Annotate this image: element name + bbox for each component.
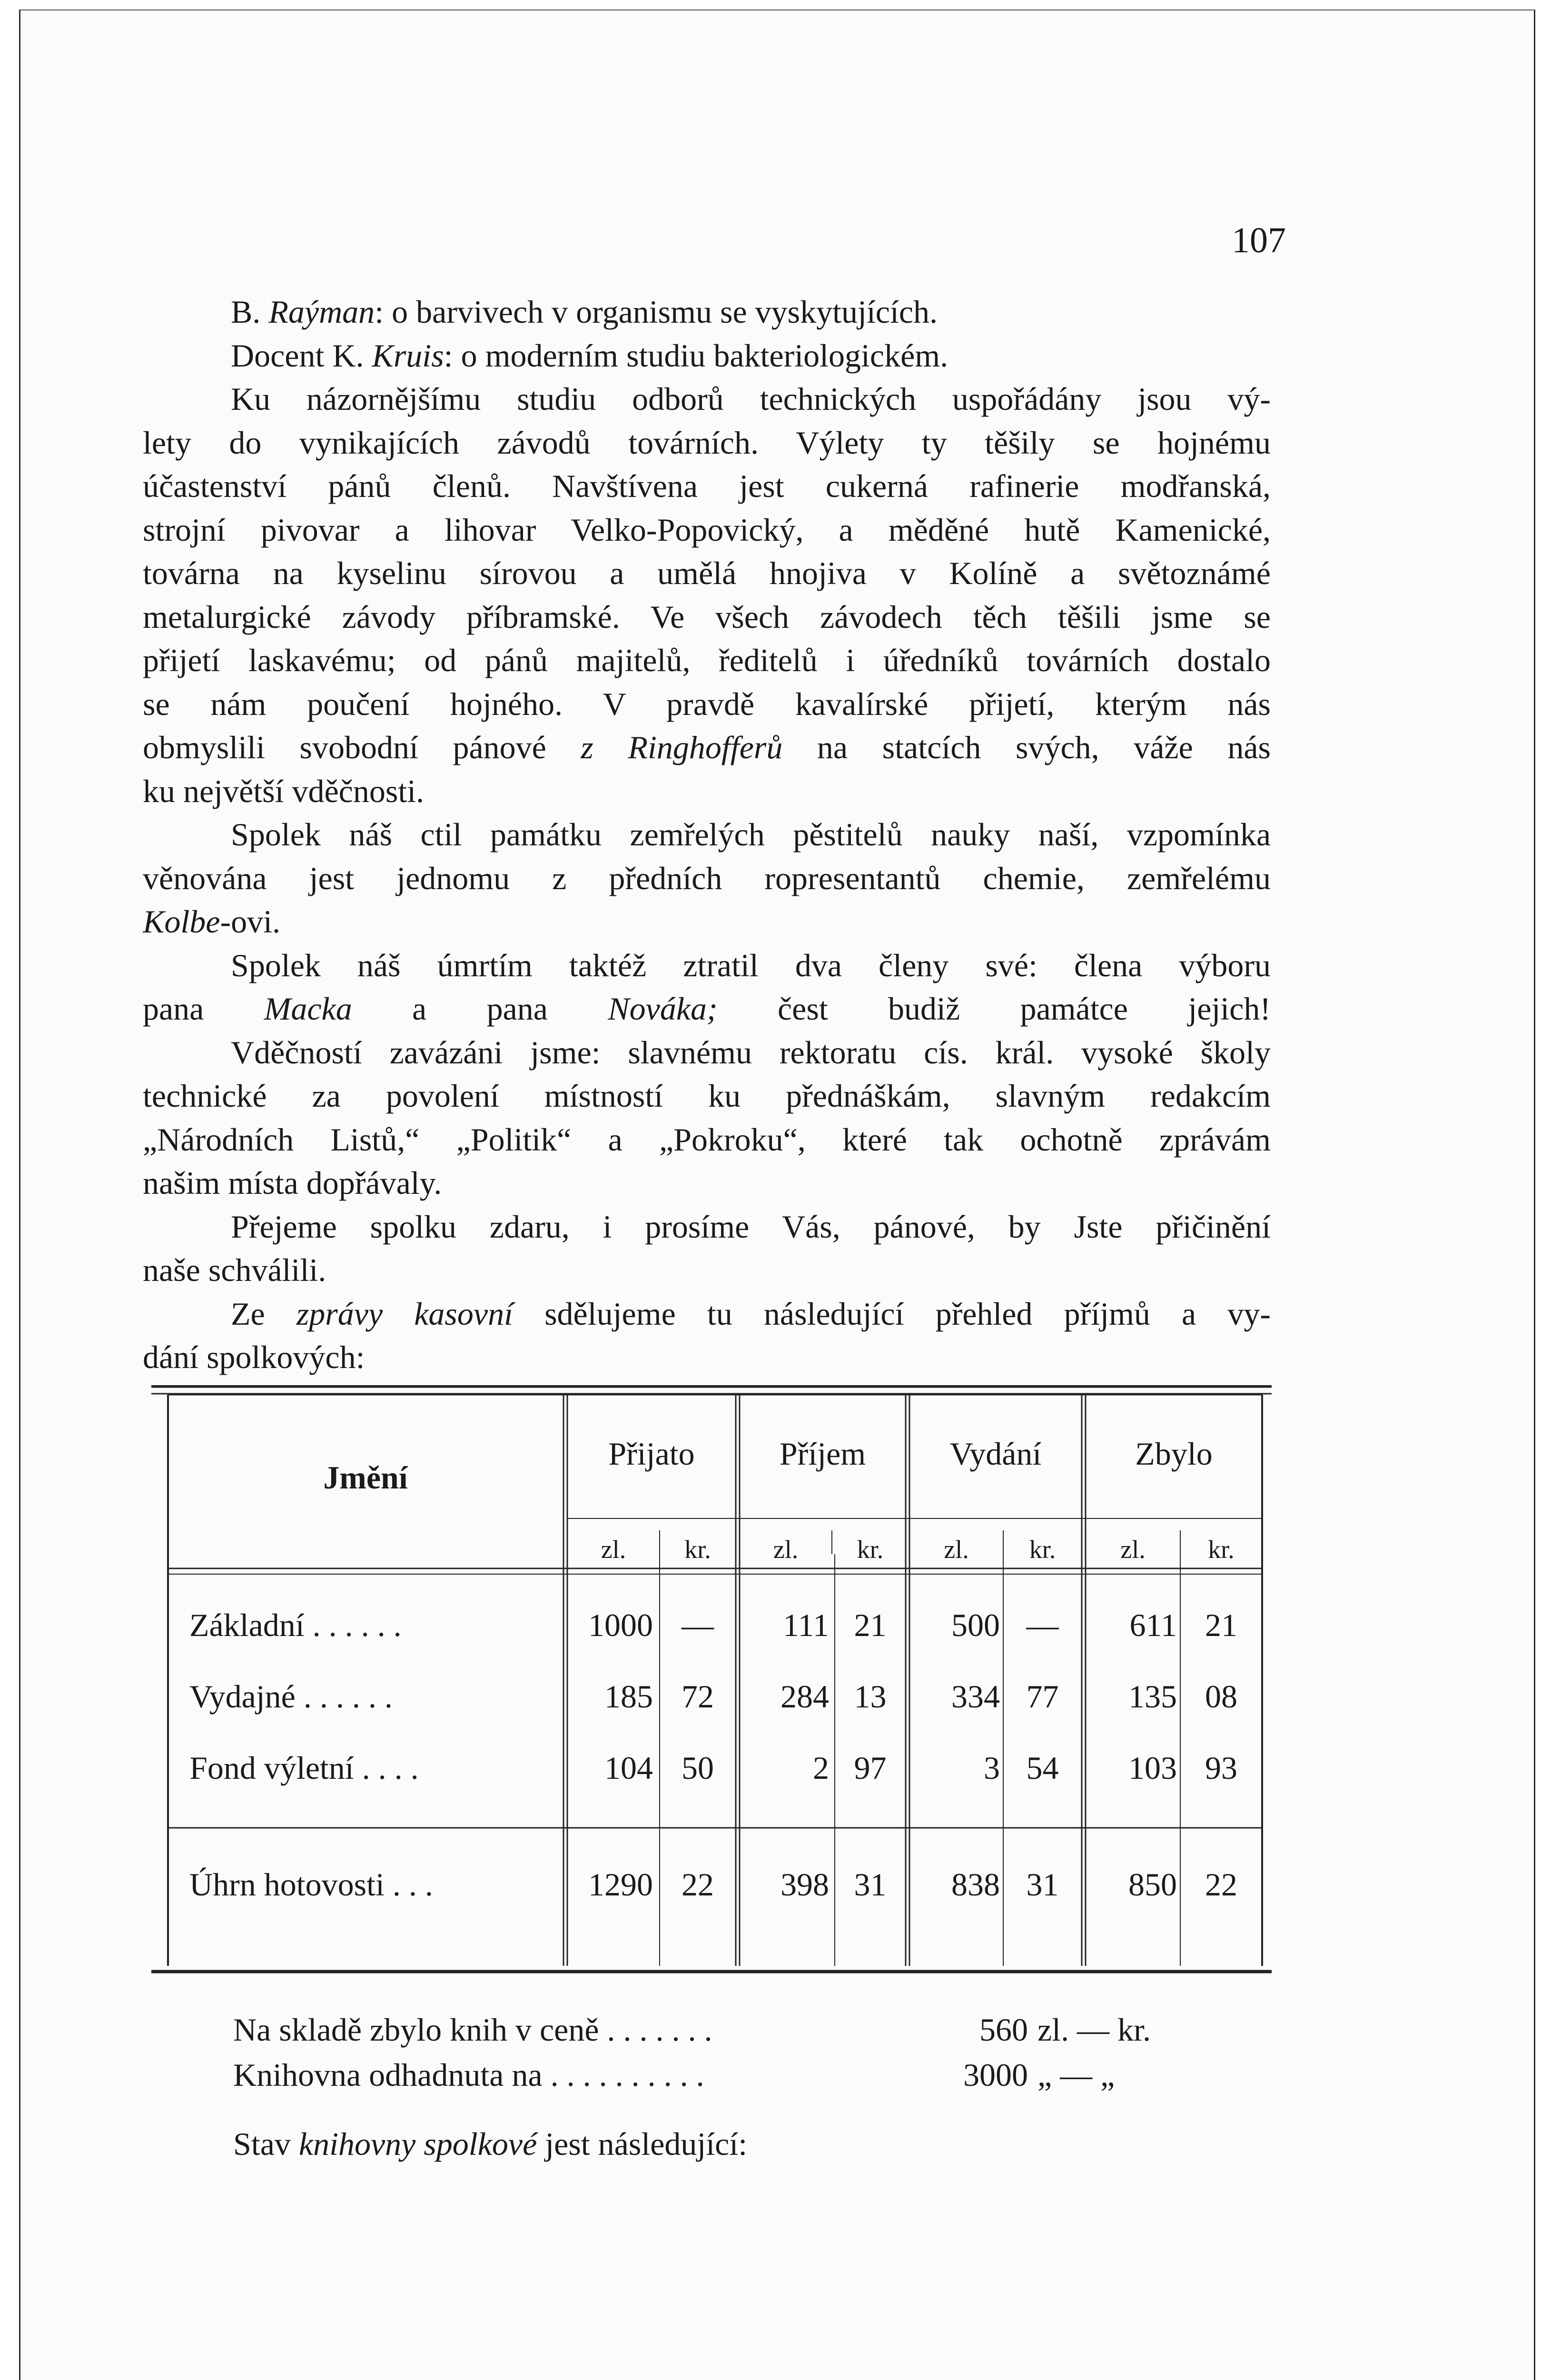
text-line: „Národních Listů,“ „Politik“ a „Pokroku“, které tak ochotně zprávám xyxy=(143,1121,1271,1158)
library-unit: „ — „ xyxy=(1037,2057,1115,2093)
subheader: kr. xyxy=(1029,1535,1056,1564)
table-cell: 500 xyxy=(951,1607,1000,1643)
stock-label: Na skladě zbylo knih v ceně . . . . . . . xyxy=(233,2012,712,2048)
subheader: zl. xyxy=(944,1535,969,1564)
subheader: zl. xyxy=(1120,1535,1146,1564)
table-cell: 50 xyxy=(682,1750,714,1786)
column-header: Vydání xyxy=(949,1436,1042,1472)
text-line: obmyslili svobodní pánové z Ringhofferů na statcích svých, váže nás xyxy=(143,729,1271,765)
row-label: Vydajné . . . . . . xyxy=(189,1678,393,1715)
table-cell: 611 xyxy=(1129,1607,1177,1643)
table-cell: 334 xyxy=(951,1678,1000,1715)
total-cell: 22 xyxy=(682,1866,714,1903)
text-line: Kolbe-ovi. xyxy=(143,903,280,940)
body-text xyxy=(143,290,1271,1379)
stock-line xyxy=(233,2013,712,2046)
text-line: věnována jest jednomu z předních ropresentantů chemie, zemřelému xyxy=(143,860,1271,896)
total-cell: 1290 xyxy=(588,1866,653,1903)
subheader: zl. xyxy=(601,1535,626,1564)
text-line: lety do vynikajících závodů továrních. Výlety ty těšily se hojnému xyxy=(143,424,1271,461)
text-line: dání spolkových: xyxy=(143,1339,365,1375)
table-cell: 1000 xyxy=(588,1607,653,1643)
row-label: Fond výletní . . . . xyxy=(189,1750,419,1786)
page-number: 107 xyxy=(1232,220,1286,260)
subheader: kr. xyxy=(1208,1535,1235,1564)
table-cell: 93 xyxy=(1205,1750,1237,1786)
table-cell: 3 xyxy=(984,1750,1000,1786)
text-line: technické za povolení místností ku přednáškám, slavným redakcím xyxy=(143,1078,1271,1114)
text-line: pana Macka a pana Nováka; čest budiž památce jejich! xyxy=(143,991,1271,1027)
text-line: Spolek náš úmrtím taktéž ztratil dva členy své: člena výboru xyxy=(231,947,1271,983)
text-line: Docent K. Kruis: o moderním studiu bakteriologickém. xyxy=(231,337,948,374)
library-line xyxy=(233,2059,704,2091)
library-label: Knihovna odhadnuta na . . . . . . . . . . xyxy=(233,2057,704,2093)
table-cell: 97 xyxy=(854,1750,887,1786)
total-cell: 31 xyxy=(1026,1866,1059,1903)
library-state-line: Stav knihovny spolkové jest následující: xyxy=(233,2126,748,2162)
text-line: se nám poučení hojného. V pravdě kavalírské přijetí, kterým nás xyxy=(143,685,1271,722)
table-cell: — xyxy=(682,1607,714,1643)
table-cell: 54 xyxy=(1026,1750,1059,1786)
text-line: našim místa dopřávaly. xyxy=(143,1165,442,1201)
total-cell: 22 xyxy=(1205,1866,1237,1903)
total-cell: 398 xyxy=(780,1866,829,1903)
column-header: Příjem xyxy=(779,1436,866,1472)
total-cell: 31 xyxy=(854,1866,887,1903)
table-cell: 21 xyxy=(1205,1607,1237,1643)
table-cell: 72 xyxy=(682,1678,714,1715)
table-cell: 77 xyxy=(1026,1678,1059,1715)
subheader: zl. xyxy=(773,1535,799,1564)
text-line: Ku názornějšímu studiu odborů technických uspořádány jsou vý- xyxy=(231,381,1271,417)
text-line: přijetí laskavému; od pánů majitelů, ředitelů i úředníků továrních dostalo xyxy=(143,642,1271,678)
text-line: metalurgické závody příbramské. Ve všech závodech těch těšili jsme se xyxy=(143,598,1271,635)
text-line: Spolek náš ctil památku zemřelých pěstitelů nauky naší, vzpomínka xyxy=(231,816,1271,853)
finance-table xyxy=(151,1385,1272,1974)
text-line: B. Raýman: o barvivech v organismu se vyskytujících. xyxy=(231,294,938,330)
column-header: Zbylo xyxy=(1135,1436,1213,1472)
table-cell: 284 xyxy=(780,1678,829,1715)
subheader: kr. xyxy=(857,1535,884,1564)
table-cell: 08 xyxy=(1205,1678,1237,1715)
text-line: Ze zprávy kasovní sdělujeme tu následující přehled příjmů a vy- xyxy=(231,1295,1271,1332)
text-line: strojní pivovar a lihovar Velko-Popovický, a měděné hutě Kamenické, xyxy=(143,511,1271,548)
subheader: kr. xyxy=(684,1535,711,1564)
text-line: ku největší vděčnosti. xyxy=(143,773,425,809)
table-cell: 104 xyxy=(604,1750,653,1786)
text-line: naše schválili. xyxy=(143,1252,326,1288)
total-cell: 850 xyxy=(1128,1866,1177,1903)
table-header-label: Jmění xyxy=(323,1459,408,1496)
text-line: účastenství pánů členů. Navštívena jest cukerná rafinerie modřanská, xyxy=(143,468,1271,504)
column-header: Přijato xyxy=(608,1436,695,1472)
row-label: Základní . . . . . . xyxy=(189,1607,402,1643)
table-cell: 135 xyxy=(1128,1678,1177,1715)
text-line: Přejeme spolku zdaru, i prosíme Vás, pánové, by Jste přičinění xyxy=(231,1208,1271,1245)
table-cell: 111 xyxy=(783,1607,829,1643)
table-cell: 21 xyxy=(854,1607,887,1643)
table-cell: 185 xyxy=(604,1678,653,1715)
table-cell: 2 xyxy=(813,1750,829,1786)
table-cell: 13 xyxy=(854,1678,887,1715)
total-label: Úhrn hotovosti . . . xyxy=(189,1866,433,1903)
text-line: Vděčností zavázáni jsme: slavnému rektoratu cís. král. vysoké školy xyxy=(231,1034,1271,1071)
stock-value: 560 xyxy=(979,2012,1028,2048)
total-cell: 838 xyxy=(951,1866,1000,1903)
stock-unit: zl. — kr. xyxy=(1037,2012,1151,2048)
text-line: továrna na kyselinu sírovou a umělá hnojiva v Kolíně a světoznámé xyxy=(143,555,1271,591)
table-cell: 103 xyxy=(1128,1750,1177,1786)
table-cell: — xyxy=(1026,1607,1059,1643)
library-value: 3000 xyxy=(963,2057,1028,2093)
